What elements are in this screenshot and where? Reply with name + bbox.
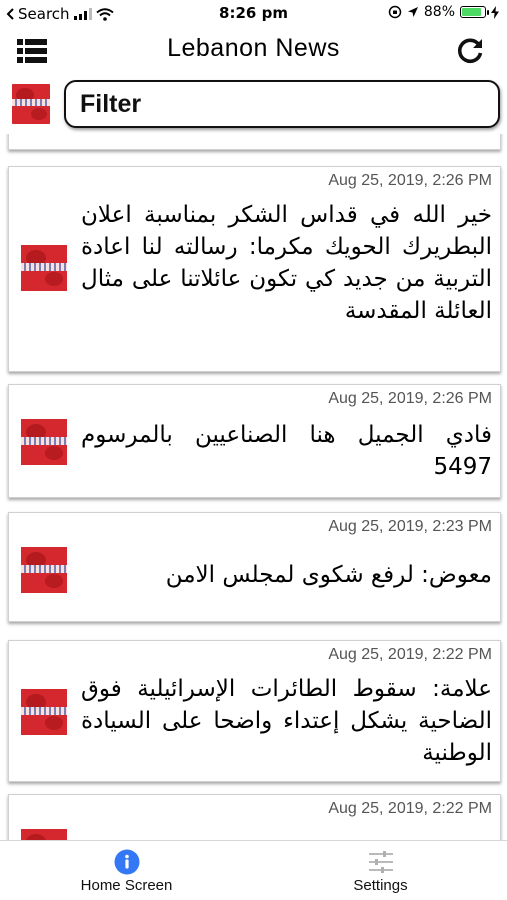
status-right: [388, 4, 499, 20]
sliders-icon: [368, 849, 394, 875]
article-headline: فادي الجميل هنا الصناعيين بالمرسوم 5497: [81, 422, 492, 480]
app-header: [0, 28, 507, 74]
app-logo: [12, 84, 50, 124]
article-source-logo: [21, 245, 67, 291]
status-time: 8:26 pm: [219, 4, 288, 22]
article-date: Aug 25, 2019, 2:26 PM: [328, 390, 492, 407]
info-icon: [114, 849, 140, 875]
battery-percent: 88%: [423, 4, 455, 20]
article-list[interactable]: [0, 134, 507, 840]
list-item[interactable]: [8, 794, 501, 840]
battery-icon: [460, 6, 486, 18]
article-headline: معوض: لرفع شكوى لمجلس الامن: [165, 562, 492, 588]
tab-bar: [0, 840, 507, 900]
article-headline: خير الله في قداس الشكر بمناسبة اعلان البطريرك الحويك مكرما: رسالته لنا اعادة التربية من جديد كي تكون عائلاتنا على مثال العائلة المقدسة: [81, 202, 492, 324]
page-title: Lebanon News: [167, 34, 340, 62]
refresh-icon[interactable]: [455, 36, 485, 66]
list-item[interactable]: [8, 384, 501, 498]
article-source-logo: [21, 419, 67, 465]
article-date: Aug 25, 2019, 2:22 PM: [328, 800, 492, 817]
article-source-logo: [21, 547, 67, 593]
list-item[interactable]: [8, 166, 501, 372]
location-icon: [407, 6, 419, 18]
orientation-lock-icon: [388, 5, 402, 19]
article-headline: علامة: سقوط الطائرات الإسرائيلية فوق الضاحية يشكل إعتداء واضحا على السيادة الوطنية: [81, 676, 492, 766]
filter-row: [0, 78, 507, 132]
charging-bolt-icon: [491, 6, 499, 19]
article-source-logo: [21, 829, 67, 840]
list-item[interactable]: [8, 512, 501, 622]
list-item[interactable]: [8, 134, 501, 150]
carrier-label: Search: [18, 5, 70, 23]
tab-home-screen[interactable]: [0, 841, 253, 900]
article-date: Aug 25, 2019, 2:22 PM: [328, 646, 492, 663]
filter-input[interactable]: [64, 80, 500, 128]
status-bar: [0, 0, 507, 28]
tab-settings[interactable]: [254, 841, 507, 900]
article-source-logo: [21, 689, 67, 735]
tab-label: Home Screen: [80, 877, 173, 894]
article-date: Aug 25, 2019, 2:23 PM: [328, 518, 492, 535]
article-date: Aug 25, 2019, 2:26 PM: [328, 172, 492, 189]
tab-label: Settings: [353, 877, 408, 894]
list-item[interactable]: [8, 640, 501, 782]
